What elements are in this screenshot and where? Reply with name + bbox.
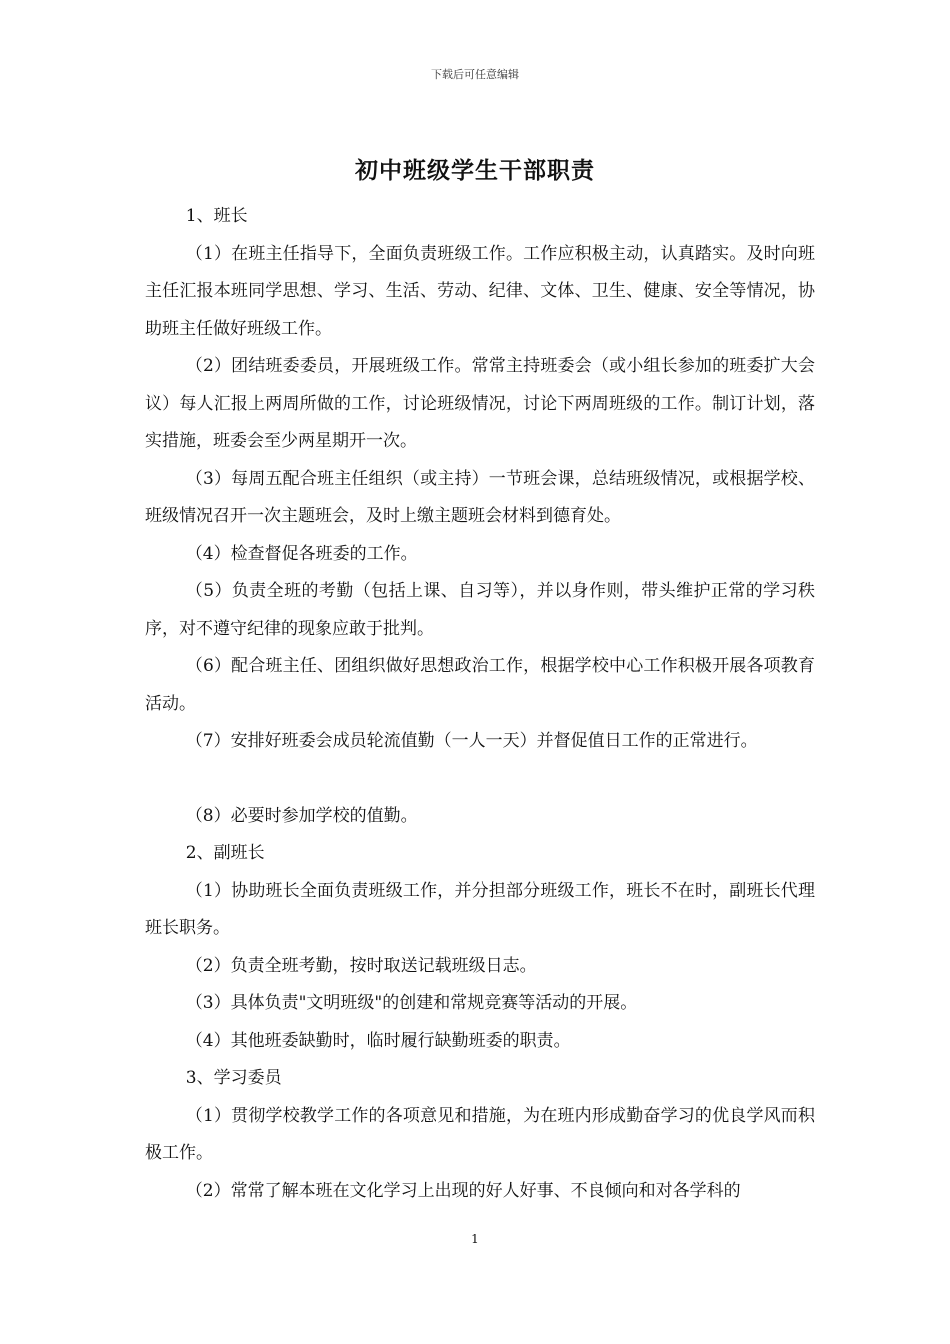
- paragraph: （1）协助班长全面负责班级工作，并分担部分班级工作，班长不在时，副班长代理班长职务。: [145, 880, 815, 938]
- paragraph: （8）必要时参加学校的值勤。: [185, 805, 418, 826]
- paragraph: （2）团结班委委员，开展班级工作。常常主持班委会（或小组长参加的班委扩大会议）每人汇报上两周所做的工作，讨论班级情况，讨论下两周班级的工作。制订计划，落实措施，班委会至少两星期开一次。: [145, 356, 815, 451]
- paragraph: （4）其他班委缺勤时，临时履行缺勤班委的职责。: [185, 1030, 571, 1051]
- paragraph: （3）具体负责"文明班级"的创建和常规竞赛等活动的开展。: [185, 993, 638, 1013]
- paragraph: （2）负责全班考勤，按时取送记载班级日志。: [185, 955, 537, 976]
- paragraph: （2）常常了解本班在文化学习上出现的好人好事、不良倾向和对各学科的: [185, 1180, 741, 1201]
- section-heading-study-committee: 3、学习委员: [185, 1068, 282, 1088]
- paragraph: （7）安排好班委会成员轮流值勤（一人一天）并督促值日工作的正常进行。: [185, 731, 758, 751]
- paragraph: （5）负责全班的考勤（包括上课、自习等），并以身作则，带头维护正常的学习秩序，对不遵守纪律的现象应敢于批判。: [145, 581, 815, 639]
- paragraph: （4）检查督促各班委的工作。: [185, 543, 418, 564]
- section-heading-vice-monitor: 2、副班长: [185, 843, 265, 863]
- document-title: 初中班级学生干部职责: [355, 157, 595, 184]
- header-note: 下载后可任意编辑: [431, 68, 519, 81]
- paragraph: （3）每周五配合班主任组织（或主持）一节班会课，总结班级情况，或根据学校、班级情况召开一次主题班会，及时上缴主题班会材料到德育处。: [145, 468, 815, 526]
- document-body: [145, 198, 815, 1210]
- paragraph: （1）贯彻学校教学工作的各项意见和措施，为在班内形成勤奋学习的优良学风而积极工作。: [145, 1105, 815, 1163]
- page-number: 1: [471, 1232, 479, 1246]
- paragraph: （1）在班主任指导下，全面负责班级工作。工作应积极主动，认真踏实。及时向班主任汇报本班同学思想、学习、生活、劳动、纪律、文体、卫生、健康、安全等情况，协助班主任做好班级工作。: [145, 243, 815, 339]
- paragraph: （6）配合班主任、团组织做好思想政治工作，根据学校中心工作积极开展各项教育活动。: [145, 656, 815, 714]
- section-heading-monitor: 1、班长: [185, 206, 248, 226]
